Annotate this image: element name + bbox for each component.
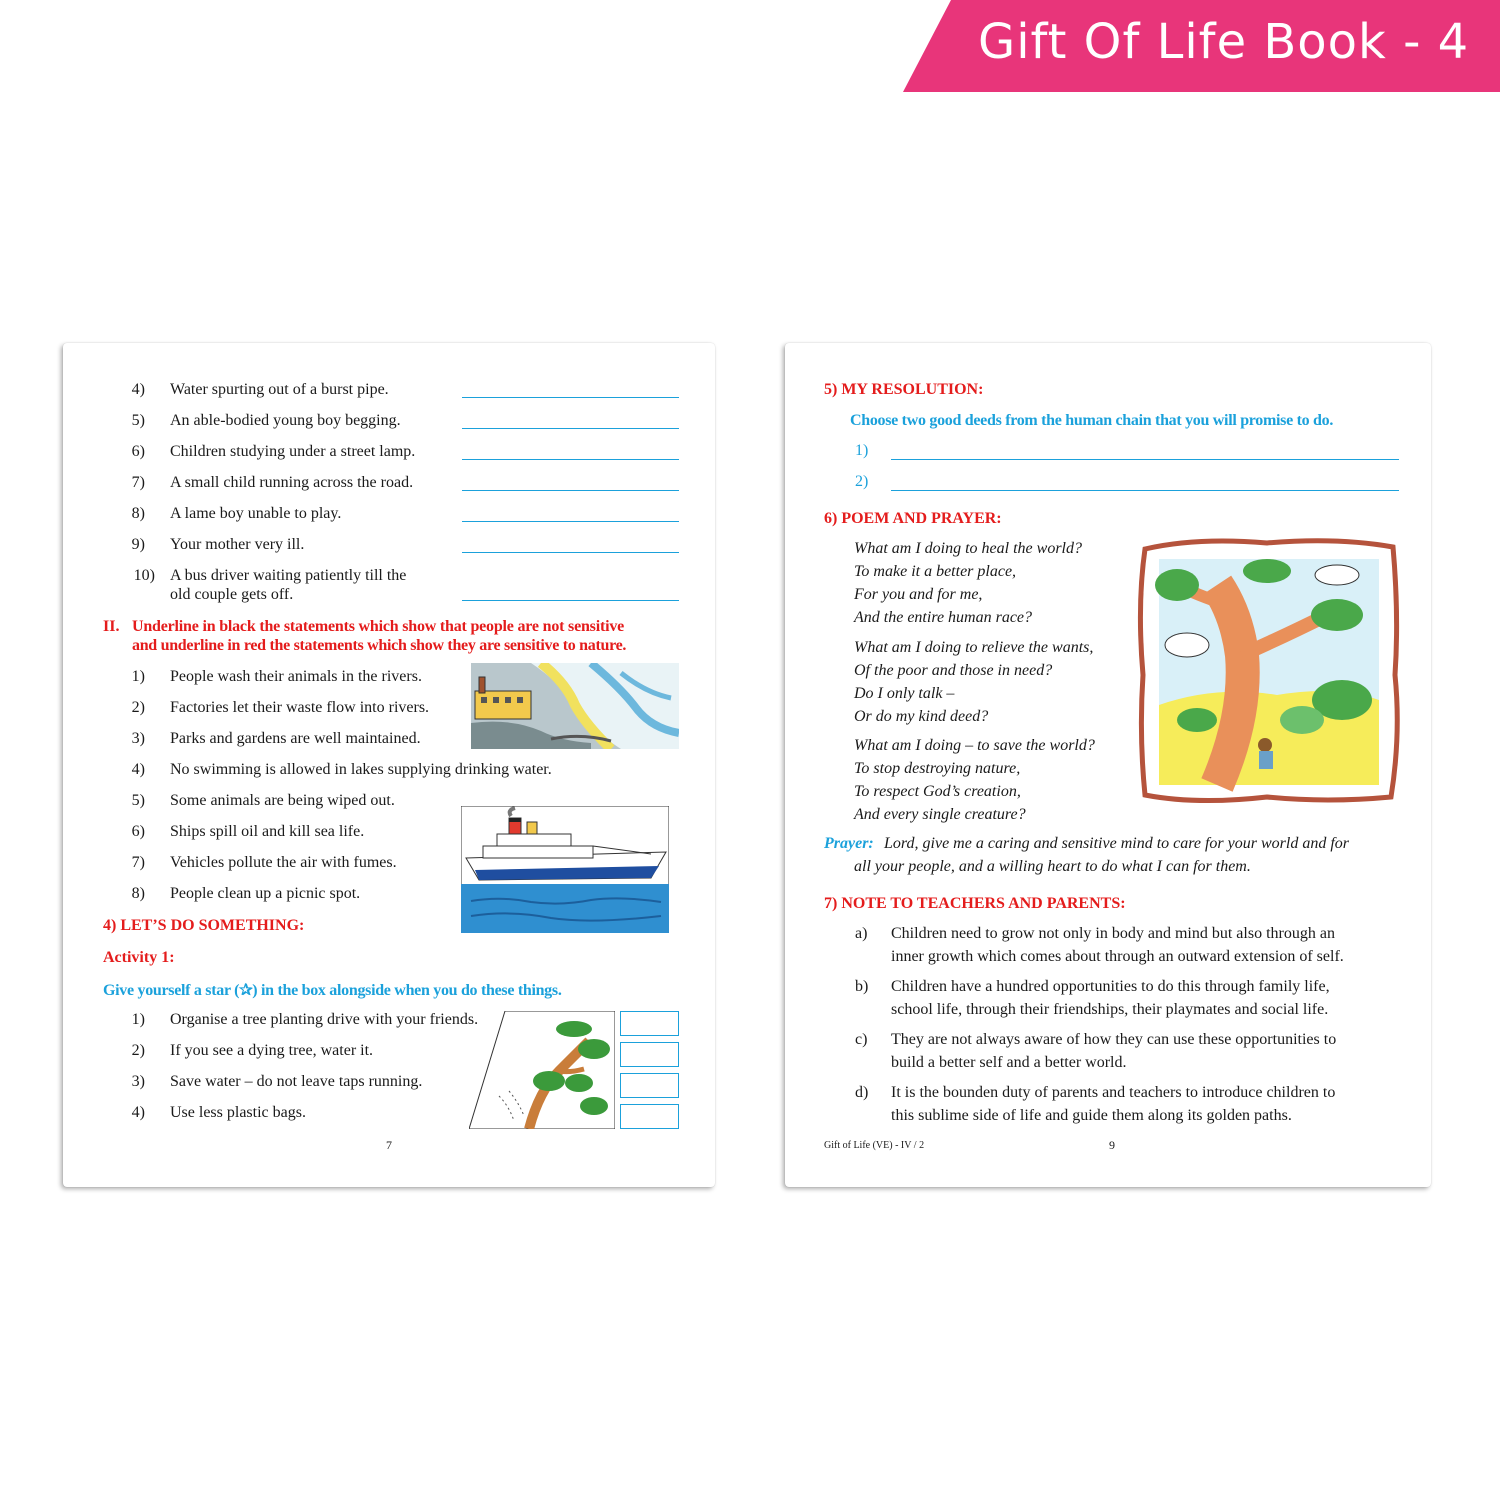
poem-line: What am I doing to relieve the wants,	[854, 639, 1094, 656]
note-text-continued: this sublime side of life and guide them along its golden paths.	[891, 1107, 1292, 1124]
note-letter: a)	[855, 925, 868, 942]
factory-pollution-illustration	[471, 663, 679, 749]
note-letter: d)	[855, 1084, 869, 1101]
item-text: Factories let their waste flow into rivers.	[170, 699, 430, 716]
item-text: Vehicles pollute the air with fumes.	[170, 854, 397, 871]
item-text-continued: old couple gets off.	[170, 586, 294, 603]
blank-number: 2)	[855, 473, 869, 490]
prayer-label: Prayer:	[824, 835, 874, 852]
poem-line: To stop destroying nature,	[854, 760, 1021, 777]
note-text-continued: build a better self and a better world.	[891, 1054, 1127, 1071]
section-heading: 7) NOTE TO TEACHERS AND PARENTS:	[824, 895, 1126, 912]
item-number: 2)	[131, 1042, 145, 1059]
answer-line[interactable]	[462, 600, 679, 601]
item-number: 4)	[131, 761, 145, 778]
star-box[interactable]	[620, 1011, 679, 1036]
note-text-continued: school life, through their friendships, their playmates and social life.	[891, 1001, 1329, 1018]
item-text: A small child running across the road.	[170, 474, 414, 491]
banner-title: Gift Of Life Book - 4	[978, 14, 1470, 70]
left-page	[63, 343, 715, 1187]
item-number: 3)	[131, 1073, 145, 1090]
right-page	[785, 343, 1431, 1187]
tree-illustration	[469, 1011, 615, 1129]
prayer-text-continued: all your people, and a willing heart to do what I can for them.	[854, 858, 1251, 875]
answer-line[interactable]	[462, 459, 679, 460]
item-number: 5)	[131, 412, 145, 429]
note-letter: b)	[855, 978, 869, 995]
item-text: Ships spill oil and kill sea life.	[170, 823, 365, 840]
item-number: 8)	[131, 885, 145, 902]
section-heading-continued: and underline in red the statements which show they are sensitive to nature.	[132, 637, 627, 654]
item-number: 10)	[133, 567, 155, 584]
answer-line[interactable]	[462, 521, 679, 522]
item-number: 7)	[131, 854, 145, 871]
note-text: Children need to grow not only in body and mind but also through an	[891, 925, 1335, 942]
answer-line[interactable]	[462, 552, 679, 553]
item-text: An able-bodied young boy begging.	[170, 412, 401, 429]
item-text: Use less plastic bags.	[170, 1104, 306, 1121]
note-text: Children have a hundred opportunities to do this through family life,	[891, 978, 1330, 995]
tree-frame-illustration	[1137, 535, 1401, 805]
poem-line: What am I doing – to save the world?	[854, 737, 1095, 754]
star-box[interactable]	[620, 1042, 679, 1067]
item-text: Children studying under a street lamp.	[170, 443, 416, 460]
item-text: If you see a dying tree, water it.	[170, 1042, 374, 1059]
answer-line[interactable]	[462, 397, 679, 398]
poem-line: And the entire human race?	[854, 609, 1033, 626]
item-number: 9)	[131, 536, 145, 553]
poem-line: Do I only talk –	[854, 685, 955, 702]
footer-code: Gift of Life (VE) - IV / 2	[824, 1140, 925, 1151]
item-text: Save water – do not leave taps running.	[170, 1073, 423, 1090]
item-number: 1)	[131, 668, 145, 685]
item-text: People wash their animals in the rivers.	[170, 668, 422, 685]
ship-illustration	[461, 806, 669, 933]
section-instruction: Choose two good deeds from the human chain that you will promise to do.	[850, 412, 1334, 429]
item-text: Your mother very ill.	[170, 536, 305, 553]
answer-line[interactable]	[891, 490, 1399, 491]
section-heading: 4) LET’S DO SOMETHING:	[103, 917, 305, 934]
section-heading: 5) MY RESOLUTION:	[824, 381, 984, 398]
page-number: 9	[1109, 1138, 1115, 1152]
prayer-text: Lord, give me a caring and sensitive mind to care for your world and for	[884, 835, 1349, 852]
item-number: 2)	[131, 699, 145, 716]
star-box[interactable]	[620, 1104, 679, 1129]
note-letter: c)	[855, 1031, 868, 1048]
item-text: Water spurting out of a burst pipe.	[170, 381, 389, 398]
poem-line: For you and for me,	[854, 586, 983, 603]
poem-line: What am I doing to heal the world?	[854, 540, 1082, 557]
answer-line[interactable]	[462, 428, 679, 429]
poem-line: Or do my kind deed?	[854, 708, 989, 725]
item-number: 5)	[131, 792, 145, 809]
item-text: A lame boy unable to play.	[170, 505, 342, 522]
item-text: Organise a tree planting drive with your friends.	[170, 1011, 479, 1028]
item-text: No swimming is allowed in lakes supplying drinking water.	[170, 761, 552, 778]
section-heading: 6) POEM AND PRAYER:	[824, 510, 1002, 527]
item-number: 3)	[131, 730, 145, 747]
poem-line: Of the poor and those in need?	[854, 662, 1053, 679]
section-heading: Underline in black the statements which show that people are not sensitive	[132, 618, 625, 635]
note-text-continued: inner growth which comes about through an outward extension of self.	[891, 948, 1344, 965]
answer-line[interactable]	[462, 490, 679, 491]
poem-line: And every single creature?	[854, 806, 1026, 823]
star-box[interactable]	[620, 1073, 679, 1098]
item-text: A bus driver waiting patiently till the	[170, 567, 407, 584]
item-text: Parks and gardens are well maintained.	[170, 730, 421, 747]
section-number: II.	[103, 618, 120, 635]
activity-instruction: Give yourself a star (✰) in the box alongside when you do these things.	[103, 982, 562, 999]
poem-line: To respect God’s creation,	[854, 783, 1021, 800]
item-number: 4)	[131, 1104, 145, 1121]
page-number: 7	[386, 1138, 392, 1152]
item-number: 6)	[131, 443, 145, 460]
poem-line: To make it a better place,	[854, 563, 1017, 580]
item-number: 6)	[131, 823, 145, 840]
item-number: 4)	[131, 381, 145, 398]
activity-title: Activity 1:	[103, 949, 175, 966]
answer-line[interactable]	[891, 459, 1399, 460]
note-text: They are not always aware of how they can use these opportunities to	[891, 1031, 1337, 1048]
blank-number: 1)	[855, 442, 869, 459]
item-number: 8)	[131, 505, 145, 522]
item-text: People clean up a picnic spot.	[170, 885, 361, 902]
item-number: 7)	[131, 474, 145, 491]
item-text: Some animals are being wiped out.	[170, 792, 395, 809]
item-number: 1)	[131, 1011, 145, 1028]
note-text: It is the bounden duty of parents and teachers to introduce children to	[891, 1084, 1336, 1101]
